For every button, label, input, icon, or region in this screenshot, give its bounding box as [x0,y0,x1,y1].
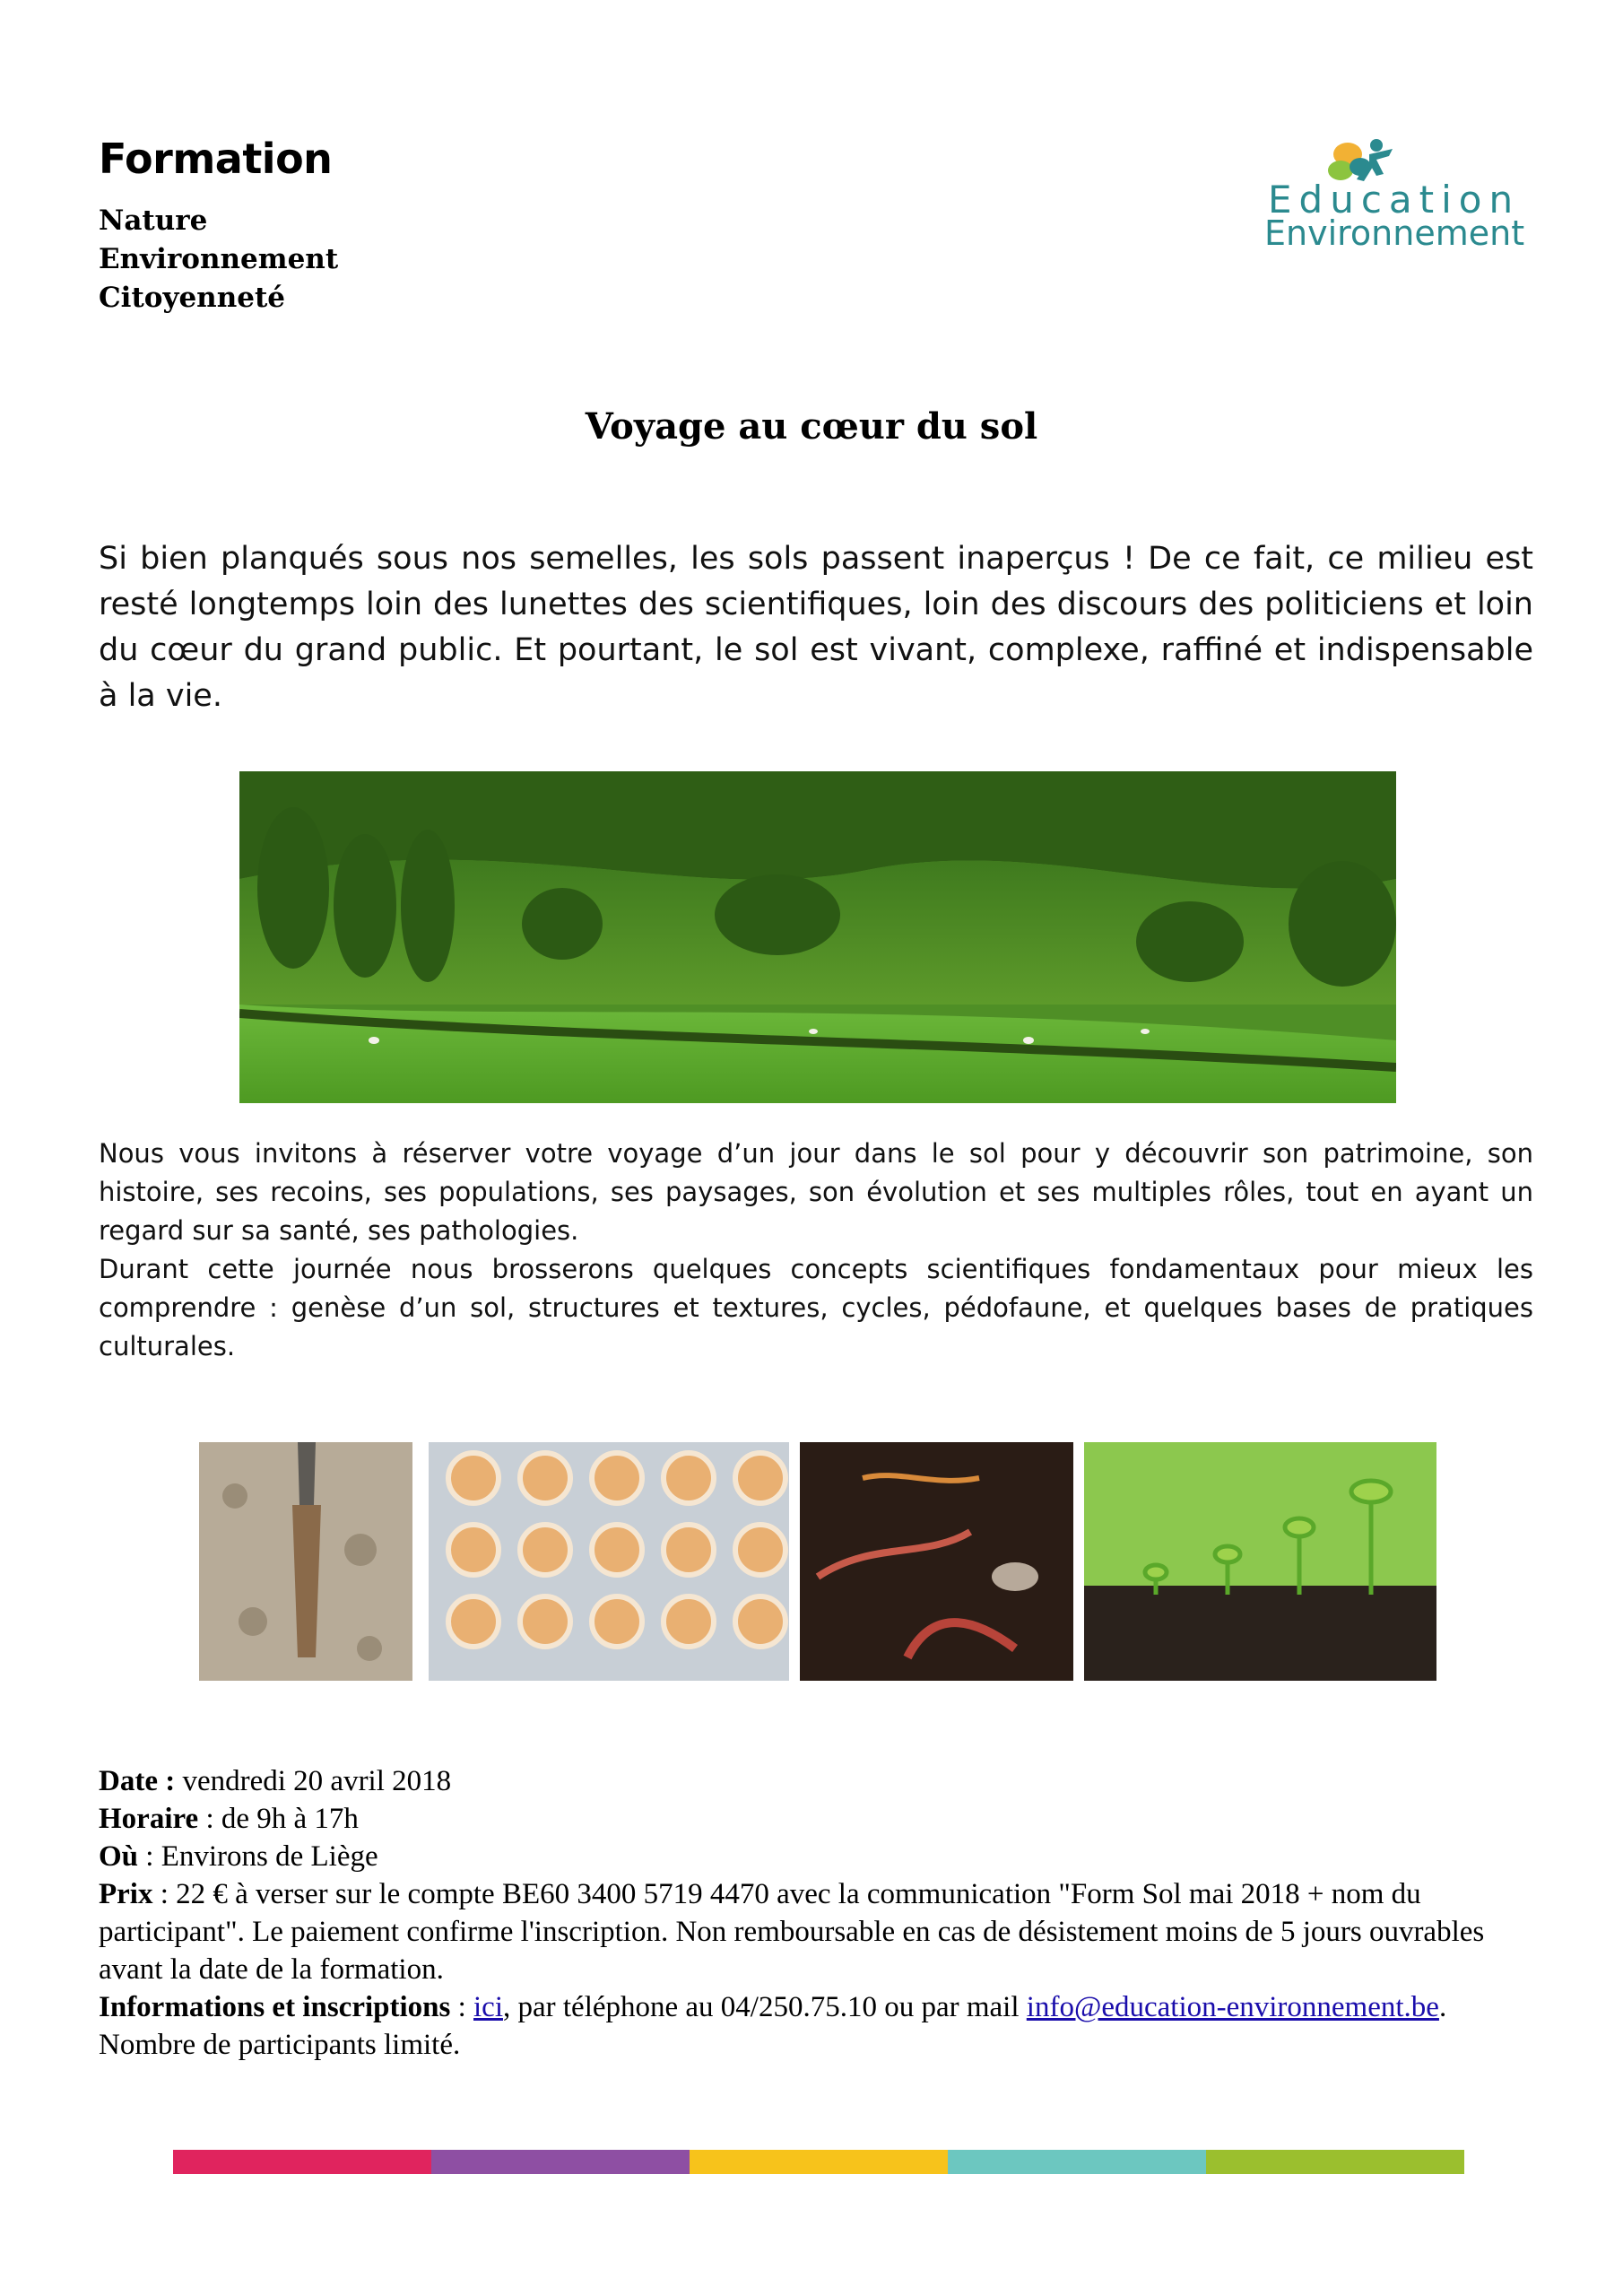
info-prix-value: : 22 € à verser sur le compte BE60 3400 5719 4470 avec la communication "Form Sol mai 2018 + nom du participant". Le paiement confirme l'inscription. Non remboursable en cas de désistement moins de 5 jours ouvrables avant la date de la formation. [99,1878,1485,1986]
footer-color-bar [173,2150,1464,2174]
info-inscriptions-phone: , par téléphone au 04/250.75.10 ou par mail [503,1991,1027,2023]
logo-word-environnement: Environnement [1264,213,1525,253]
soil-fauna-image [800,1442,1073,1681]
footer-bar-segment [690,2150,948,2174]
landscape-image [239,771,1396,1103]
inscription-link[interactable]: ici [473,1991,503,2023]
seedling-growth-image [1084,1442,1436,1681]
intro-paragraph: Si bien planqués sous nos semelles, les sols passent inaperçus ! De ce fait, ce milieu est resté longtemps loin des lunettes des scientifiques, loin des discours des politiciens et loin du cœur du grand public. Et pourtant, le sol est vivant, complexe, raffiné et indispensable à la vie. [99,541,1533,714]
footer-bar-segment [173,2150,431,2174]
info-inscriptions-row [99,1988,1533,2064]
footer-bar-segment [431,2150,690,2174]
info-inscriptions-note: . Nombre de participants limité. [99,1991,1447,2061]
info-lieu-value: : Environs de Liège [138,1840,378,1873]
header-title: Formation [99,135,333,183]
info-date-row [99,1762,1533,1800]
info-inscriptions-label: Informations et inscriptions [99,1991,451,2023]
info-date-label: Date : [99,1765,176,1797]
info-lieu-row [99,1838,1533,1875]
education-environnement-logo [1255,135,1542,251]
footer-bar-segment [1206,2150,1464,2174]
header-line-environnement: Environnement [99,243,339,275]
header-line-nature: Nature [99,204,208,237]
body-text [99,1135,1533,1366]
logo-word-education: Education [1268,178,1521,222]
event-info [99,1762,1533,2064]
soil-samples-grid-image [429,1442,789,1681]
info-horaire-row [99,1800,1533,1838]
email-link[interactable]: info@education-environnement.be [1026,1991,1439,2023]
info-prix-row [99,1875,1533,1988]
info-date-value: vendredi 20 avril 2018 [175,1765,452,1797]
info-horaire-value: : de 9h à 17h [198,1803,359,1835]
header-line-citoyennete: Citoyenneté [99,282,286,314]
body-paragraph-programme: Durant cette journée nous brosserons quelques concepts scientifiques fondamentaux pour mieux les comprendre : genèse d’un sol, structures et textures, cycles, pédofaune, et quelques bases de pratiques culturales. [99,1254,1533,1361]
info-horaire-label: Horaire [99,1803,199,1835]
document-title: Voyage au cœur du sol [585,405,1038,448]
body-paragraph-invitation: Nous vous invitons à réserver votre voyage d’un jour dans le sol pour y découvrir son patrimoine, son histoire, ses recoins, ses populations, ses paysages, son évolution et ses multiples rôles, tout en ayant un regard sur sa santé, ses pathologies. [99,1138,1533,1246]
soil-auger-image [199,1442,412,1681]
info-lieu-label: Où [99,1840,139,1873]
info-inscriptions-sep: : [450,1991,474,2023]
info-prix-label: Prix [99,1878,153,1910]
footer-bar-segment [948,2150,1206,2174]
